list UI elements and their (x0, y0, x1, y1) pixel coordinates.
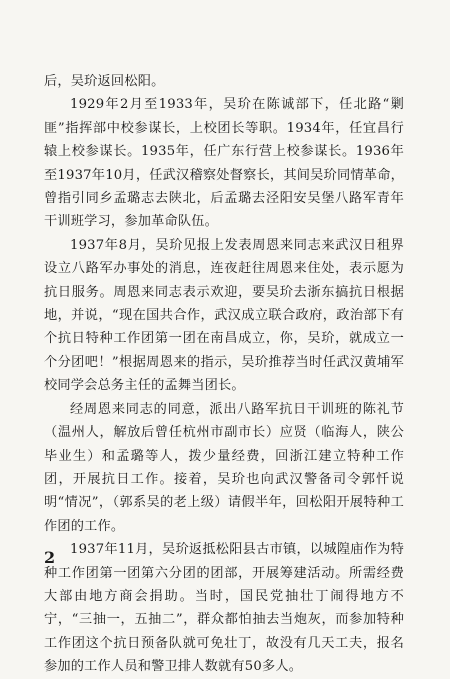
paragraph-1937-august: 1937年8月，吴玠见报上发表周恩来同志来武汉日租界设立八路军办事处的消息，连夜赶往周恩来住处，表示愿为抗日服务。周恩来同志表示欢迎，要吴玠去浙东搞抗日根据地，并说，“现在国共合作，武汉成立联合政府，政治部下有个抗日特种工作团第一团在南昌成立，你，吴玠，就成立一个分团吧！”根据周恩来的指示，吴玠推荐当时任武汉黄埔军校同学会总务主任的孟舞当团长。 (44, 237, 404, 394)
paragraph-1929: 1929年2月至1933年，吴玠在陈诚部下，任北路“剿匪”指挥部中校参谋长，上校团长等职。1934年，任宜昌行辕上校参谋长。1935年，任广东行营上校参谋长。1936年至1937年10月，任武汉稽察处督察长，其间吴玠同情革命，曾指引同乡孟璐志去陕北，后孟璐去泾阳安吴堡八路军青年干训班学习，参加革命队伍。 (44, 97, 404, 230)
paragraph-zhou-enlai-consent: 经周恩来同志的同意，派出八路军抗日干训班的陈礼节（温州人，解放后曾任杭州市副市长）应贤（临海人，陕公毕业生）和孟璐等人，拨少量经费，回浙江建立特种工作团，开展抗日工作。接着，吴玠也向武汉警备司令郭忏说明“情况”，（郭系吴的老上级）请假半年，回松阳开展特种工作团的工作。 (44, 401, 404, 534)
paragraph-1937-november: 1937年11月，吴玠返抵松阳县古市镇，以城隍庙作为特种工作团第一团第六分团的团部，开展筹建活动。所需经费大部由地方商会捐助。当时，国民党抽壮丁闹得地方不宁，“三抽一，五抽二”，群众都怕抽去当炮灰，而参加特种工作团这个抗日预备队就可免壮丁，故没有几天工夫，报名参加的工作人员和警卫排人数就有50多人。 (44, 542, 404, 675)
body-text (44, 70, 404, 679)
page-number: 2 (44, 548, 56, 567)
paragraph-continuation: 后，吴玠返回松阳。 (44, 74, 165, 89)
